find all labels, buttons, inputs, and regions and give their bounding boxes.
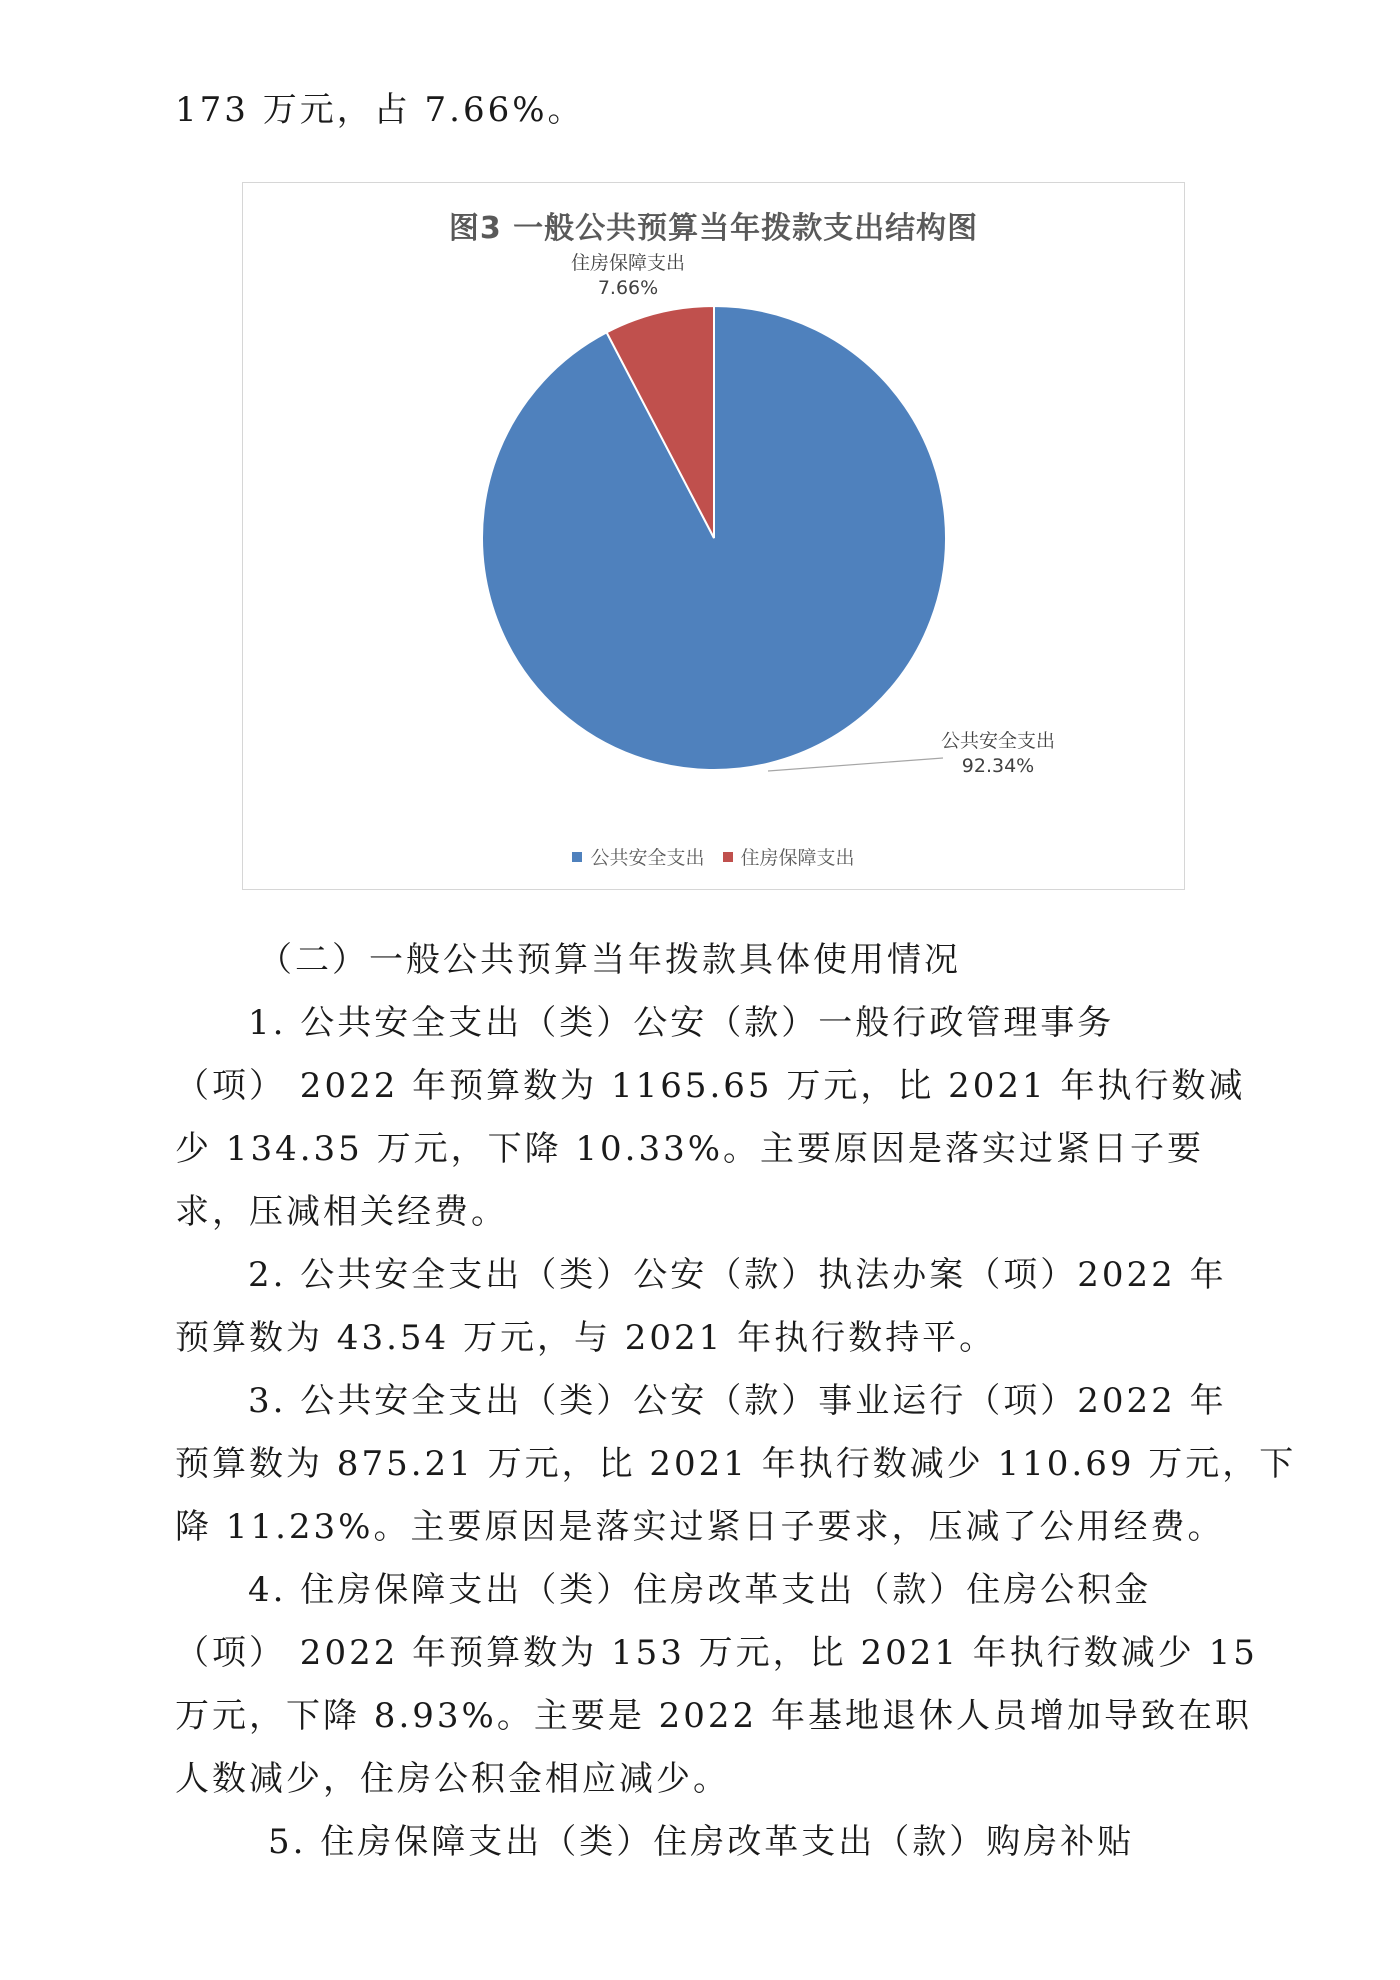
paragraph-line: 求，压减相关经费。 xyxy=(175,1192,508,1232)
legend-swatch-blue xyxy=(572,852,582,862)
legend-item-housing xyxy=(723,843,855,870)
paragraph-line: 预算数为 43.54 万元，与 2021 年执行数持平。 xyxy=(175,1318,997,1358)
paragraph-line: 降 11.23%。主要原因是落实过紧日子要求，压减了公用经费。 xyxy=(175,1507,1225,1547)
chart-title: 图3 一般公共预算当年拨款支出结构图 xyxy=(448,211,979,246)
pie-chart xyxy=(242,182,1185,890)
legend-item-public-security xyxy=(572,843,704,870)
paragraph-line: （项） 2022 年预算数为 1165.65 万元，比 2021 年执行数减 xyxy=(175,1066,1246,1106)
paragraph-line: 1. 公共安全支出（类）公安（款）一般行政管理事务 xyxy=(248,1003,1115,1043)
section-heading: （二）一般公共预算当年拨款具体使用情况 xyxy=(258,940,961,980)
paragraph-line: 3. 公共安全支出（类）公安（款）事业运行（项）2022 年 xyxy=(248,1381,1227,1421)
legend-label-housing: 住房保障支出 xyxy=(740,847,855,869)
legend-swatch-red xyxy=(723,852,733,862)
pie-chart-plot xyxy=(243,183,1186,891)
data-label-public-security xyxy=(913,729,1083,779)
data-label-housing-name: 住房保障支出 xyxy=(570,252,685,274)
paragraph-line: 2. 公共安全支出（类）公安（款）执法办案（项）2022 年 xyxy=(248,1255,1227,1295)
paragraph-line: 4. 住房保障支出（类）住房改革支出（款）住房公积金 xyxy=(248,1570,1152,1610)
data-label-housing xyxy=(553,251,703,301)
chart-legend xyxy=(243,843,1184,870)
paragraph-line: 5. 住房保障支出（类）住房改革支出（款）购房补贴 xyxy=(268,1822,1135,1862)
paragraph-line: 少 134.35 万元，下降 10.33%。主要原因是落实过紧日子要 xyxy=(175,1129,1205,1169)
data-label-housing-value: 7.66% xyxy=(597,277,659,299)
paragraph-line: （项） 2022 年预算数为 153 万元，比 2021 年执行数减少 15 xyxy=(175,1633,1258,1673)
legend-label-public-security: 公共安全支出 xyxy=(590,847,705,869)
paragraph-line: 人数减少，住房公积金相应减少。 xyxy=(175,1759,730,1799)
paragraph-line: 预算数为 875.21 万元，比 2021 年执行数减少 110.69 万元，下 xyxy=(175,1444,1297,1484)
data-label-public-security-name: 公共安全支出 xyxy=(940,730,1055,752)
data-label-public-security-value: 92.34% xyxy=(961,755,1035,777)
paragraph-line: 万元，下降 8.93%。主要是 2022 年基地退休人员增加导致在职 xyxy=(175,1696,1252,1736)
intro-line: 173 万元，占 7.66%。 xyxy=(175,90,585,130)
